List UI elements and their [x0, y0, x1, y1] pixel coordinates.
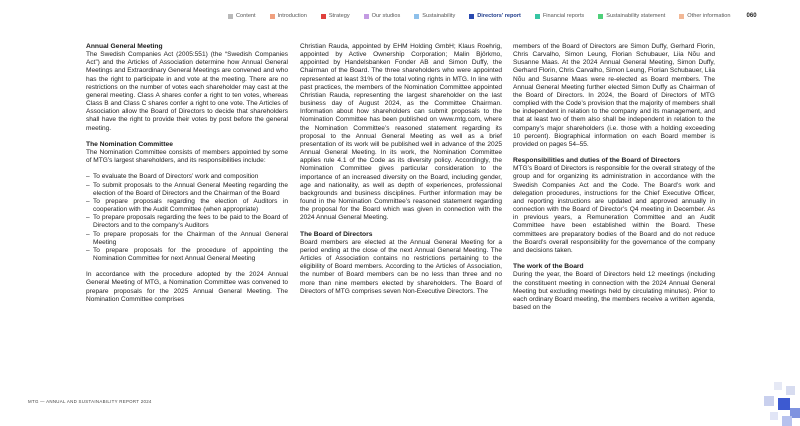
deco-square [782, 416, 792, 426]
nav-introduction[interactable]: Introduction [270, 13, 307, 19]
page-number: 060 [746, 13, 757, 19]
work-of-board-paragraph: During the year, the Board of Directors held 12 meetings (including the constituent meeting in connection with the 2024 Annual General Meeting but excluding meetings held by circulating minutes). Prior to each ordinary Board meeting, the members receive a written agenda, based on the [513, 271, 715, 311]
board-members-paragraph: members of the Board of Directors are Simon Duffy, Gerhard Florin, Chris Carvalho, Simon Leung, Florian Schubauer, Liia Nõu and Susanne Maas. At the 2024 Annual General Meeting, Simon Duffy, Gerhard Florin, Chris Carvalho, Simon Leung, Florian Schubauer, Liia Nõu and Susanne Maas were re-elected as Board members. The Annual General Meeting further elected Simon Duffy as Chairman of the Board of Directors. In 2024, the Board of Directors of MTG complied with the Code’s provision that the majority of members shall be independent in relation to the company and its management, and that at least two of them also shall be independent in relation to the company’s major shareholders (i.e. those with a holding exceeding 10 percent). Biographical information on each Board member is provided on pages 54–55. [513, 43, 715, 148]
nav-swatch [598, 14, 603, 19]
nomination-committee-paragraph: The Nomination Committee consists of members appointed by some of MTG’s largest shareholders, and its responsibilities include: [86, 149, 288, 165]
nav-swatch [321, 14, 326, 19]
text-column-3 [513, 43, 715, 312]
agm-heading: Annual General Meeting [86, 43, 163, 50]
board-of-directors-heading: The Board of Directors [300, 230, 373, 238]
text-column-2 [300, 43, 502, 296]
nomination-committee-paragraph-2: In accordance with the procedure adopted by the 2024 Annual General Meeting of MTG, a Nomination Committee was convened to prepare proposals for the 2025 Annual General Meeting. The Nomination Committee comprises [86, 271, 288, 303]
list-item: – To prepare proposals for the Chairman of the Annual General Meeting [86, 231, 288, 247]
nav-sustainability-statement[interactable]: Sustainability statement [598, 13, 665, 19]
decorative-squares [740, 376, 800, 426]
deco-square [786, 386, 795, 395]
nav-content[interactable]: Content [228, 13, 256, 19]
nav-sustainability[interactable]: Sustainability [414, 13, 455, 19]
deco-square [774, 382, 782, 390]
nav-swatch [535, 14, 540, 19]
text-column-1 [86, 43, 288, 304]
responsibilities-paragraph: MTG’s Board of Directors is responsible for the overall strategy of the group and for organizing its administration in accordance with the Swedish Companies Act and the Code. The Board’s work and delegation procedures, instructions for the Chief Executive Officer, and reporting instructions are updated and approved annually in connection with the Board of Director’s Q4 meeting in December. As in previous years, a Remuneration Committee and an Audit Committee have been established within the Board. These committees are preparatory bodies of the Board and do not reduce the Board’s overall responsibility for the governance of the company and decisions taken. [513, 165, 715, 254]
list-item: – To prepare proposals regarding the fees to be paid to the Board of Directors and to the company’s Auditors [86, 214, 288, 230]
deco-square [770, 412, 778, 420]
responsibilities-heading: Responsibilities and duties of the Board of Directors [513, 157, 681, 165]
nav-swatch [364, 14, 369, 19]
nav-swatch [228, 14, 233, 19]
agm-paragraph: The Swedish Companies Act (2005:551) (the “Swedish Companies Act”) and the Articles of Association determine how Annual General Meetings and Extraordinary General Meetings are convened and who has the right to participate in and vote at the meeting. There are no restrictions on the number of votes each shareholder may cast at the general meeting. Class A shares confer a right to ten votes, whereas Class B and Class C shares confer a right to one vote. The Articles of Association allow the Board of Directors to decide that shareholders shall have the right to provide their votes by post before the general meeting. [86, 51, 288, 132]
footer-report-title: MTG — ANNUAL AND SUSTAINABILITY REPORT 2024 [28, 399, 152, 404]
deco-square [778, 398, 790, 410]
nav-directors-report[interactable]: Directors' report [469, 13, 521, 19]
nav-swatch [414, 14, 419, 19]
nav-other-information[interactable]: Other information [679, 13, 730, 19]
nav-swatch [469, 14, 474, 19]
responsibilities-list [86, 173, 288, 263]
nav-financial-reports[interactable]: Financial reports [535, 13, 584, 19]
section-navigation [228, 10, 790, 22]
nav-our-studios[interactable]: Our studios [364, 13, 401, 19]
deco-square [764, 396, 774, 406]
work-of-board-heading: The work of the Board [513, 263, 584, 271]
nomination-members-paragraph: Christian Rauda, appointed by EHM Holding GmbH; Klaus Roehrig, appointed by Active Ownership Corporation; Malin Björkmo, appointed by Handelsbanken Fonder AB and Simon Duffy, the Chairman of the Board. The three shareholders who were appointed represented at least 31% of the total voting rights in MTG. In line with past practices, the members of the Nomination Committee appointed Christian Rauda, representing the largest shareholder on the last business day of August 2024, as the Committee Chairman. Information about how shareholders can submit proposals to the Nomination Committee has been published on www.mtg.com, where the Nomination Committee’s reasoned statement regarding its proposal to the Annual General Meeting as well as a brief presentation of its work will be published well in advance of the 2025 Annual General Meeting. In its work, the Nomination Committee applies rule 4.1 of the Code as its diversity policy. Accordingly, the Nomination Committee gives particular consideration to the importance of an increased diversity on the Board, including gender, age and nationality, as well as depth of experiences, professional backgrounds and business disciplines. Further information may be found in the Nomination Committee’s reasoned statement regarding the proposal for the Board which was given in connection with the 2024 Annual General Meeting. [300, 43, 502, 222]
list-item: – To prepare proposals for the procedure of appointing the Nomination Committee for next Annual General Meeting [86, 247, 288, 263]
list-item: – To prepare proposals regarding the election of Auditors in cooperation with the Audit Committee (when appropriate) [86, 198, 288, 214]
list-item: – To submit proposals to the Annual General Meeting regarding the election of the Board of Directors and the Chairman of the Board [86, 182, 288, 198]
nav-strategy[interactable]: Strategy [321, 13, 350, 19]
nomination-committee-heading: The Nomination Committee [86, 140, 173, 148]
board-of-directors-paragraph: Board members are elected at the Annual General Meeting for a period ending at the close of the next Annual General Meeting. The Articles of Association contains no restrictions pertaining to the eligibility of Board members. According to the Articles of Association, the number of Board members can be no less than three and no more than nine members elected by shareholders. The Board of Directors of MTG comprises seven Non-Executive Directors. The [300, 238, 502, 295]
nav-swatch [679, 14, 684, 19]
nav-swatch [270, 14, 275, 19]
list-item: – To evaluate the Board of Directors’ work and composition [86, 173, 288, 181]
